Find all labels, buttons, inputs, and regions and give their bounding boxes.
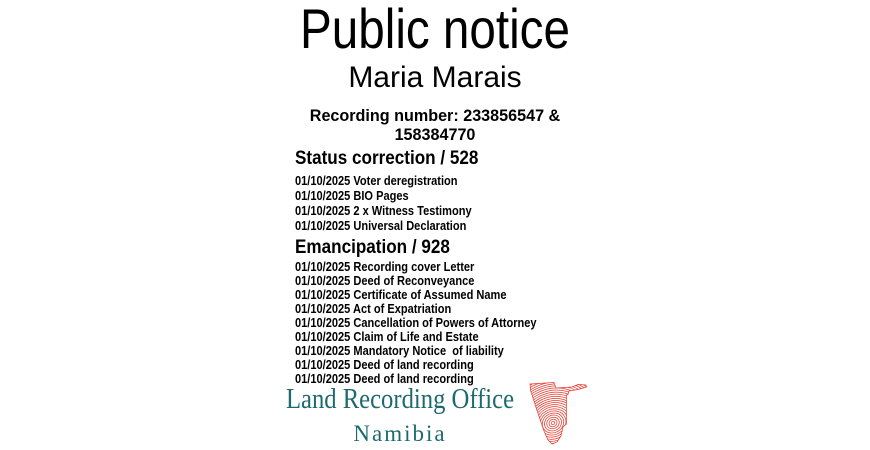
document-list-item: 01/10/2025 Deed of land recording	[295, 371, 474, 386]
emancipation-list	[295, 260, 855, 386]
document-list-item: 01/10/2025 Universal Declaration	[295, 218, 467, 233]
footer	[265, 385, 535, 446]
document-list-item: 01/10/2025 Mandatory Notice of liability	[295, 343, 504, 358]
document-list-item: 01/10/2025 Certificate of Assumed Name	[295, 287, 507, 302]
document-list-item: 01/10/2025 Act of Expatriation	[295, 301, 452, 316]
person-name: Maria Marais	[348, 61, 522, 94]
status-correction-list	[295, 173, 855, 233]
document-list-item: 01/10/2025 Deed of Reconveyance	[295, 273, 475, 288]
document-list-item: 01/10/2025 Voter deregistration	[295, 173, 458, 188]
office-country: Namibia	[353, 421, 447, 446]
page-title: Public notice	[300, 0, 570, 60]
document-list-item: 01/10/2025 Cancellation of Powers of Attorney	[295, 315, 537, 330]
section-heading-status-correction: Status correction / 528	[295, 148, 479, 169]
document-list-item: 01/10/2025 2 x Witness Testimony	[295, 203, 472, 218]
recording-number: Recording number: 233856547 & 158384770	[309, 106, 561, 144]
section-heading-emancipation: Emancipation / 928	[295, 237, 450, 258]
document-list-item: 01/10/2025 Claim of Life and Estate	[295, 329, 479, 344]
notice-sections	[295, 148, 855, 386]
document-list-item: 01/10/2025 BIO Pages	[295, 188, 409, 203]
office-name: Land Recording Office	[285, 384, 515, 415]
document-list-item: 01/10/2025 Recording cover Letter	[295, 259, 475, 274]
document-list-item: 01/10/2025 Deed of land recording	[295, 357, 474, 372]
namibia-fingerprint-icon	[527, 379, 589, 447]
